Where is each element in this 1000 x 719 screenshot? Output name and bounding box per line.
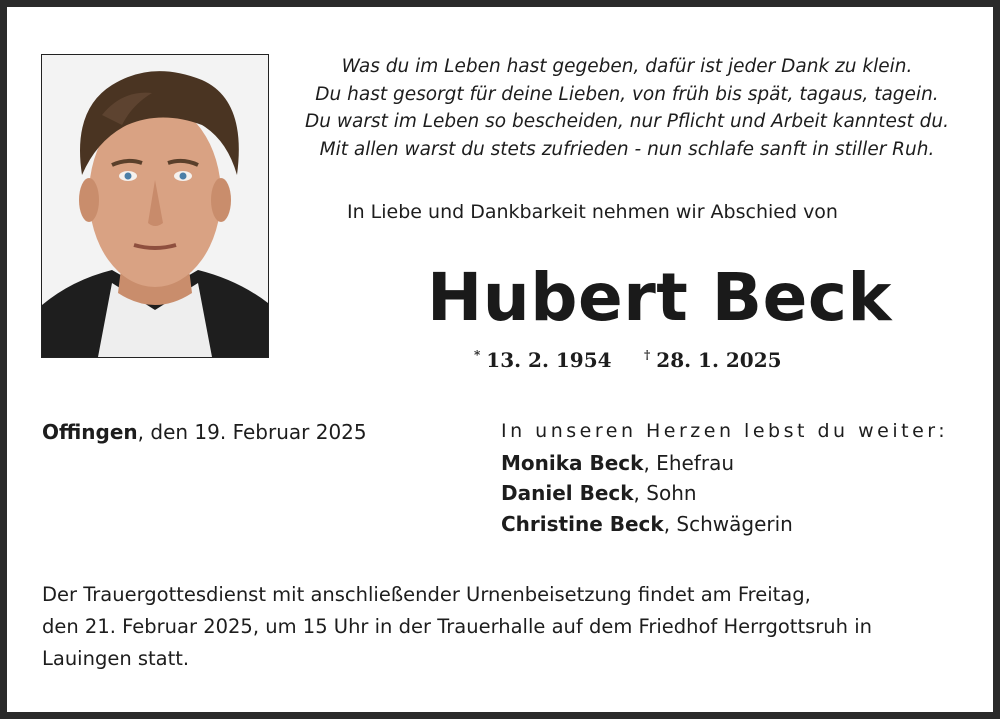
mourner-entry	[501, 451, 734, 475]
death-symbol: †	[644, 348, 651, 363]
service-line: den 21. Februar 2025, um 15 Uhr in der Trauerhalle auf dem Friedhof Herrgottsruh in	[42, 615, 872, 638]
portrait-image	[42, 55, 268, 357]
mourner-entry	[501, 512, 793, 536]
obituary-card	[7, 7, 993, 712]
mourner-entry	[501, 481, 697, 505]
portrait-photo	[41, 54, 269, 358]
death-date-value: 28. 1. 2025	[656, 348, 782, 372]
deceased-name: Hubert Beck	[427, 259, 892, 336]
mourner-relation: , Ehefrau	[643, 451, 734, 475]
place-date	[42, 420, 367, 444]
death-date	[644, 348, 782, 372]
mourner-relation: , Sohn	[633, 481, 697, 505]
mourner-name: Christine Beck	[501, 512, 664, 536]
poem-line: Was du im Leben hast gegeben, dafür ist jeder Dank zu klein.	[341, 56, 913, 77]
poem	[287, 53, 967, 163]
mourner-name: Monika Beck	[501, 451, 644, 475]
birth-date-value: 13. 2. 1954	[486, 348, 612, 372]
poem-line: Du hast gesorgt für deine Lieben, von früh bis spät, tagaus, tagein.	[315, 83, 939, 105]
mourner-relation: , Schwägerin	[663, 512, 793, 536]
birth-date	[474, 348, 612, 372]
poem-line: Du warst im Leben so bescheiden, nur Pflicht und Arbeit kanntest du.	[305, 111, 949, 132]
place-date-text: , den 19. Februar 2025	[137, 420, 367, 444]
service-notice	[42, 579, 962, 675]
farewell-intro: In Liebe und Dankbarkeit nehmen wir Abschied von	[347, 201, 838, 223]
service-line: Der Trauergottesdienst mit anschließender Urnenbeisetzung findet am Freitag,	[42, 583, 811, 606]
place-town: Offingen	[42, 420, 138, 444]
service-line: Lauingen statt.	[42, 647, 190, 670]
poem-line: Mit allen warst du stets zufrieden - nun schlafe sanft in stiller Ruh.	[319, 138, 935, 160]
birth-symbol: *	[474, 348, 481, 363]
mourner-name: Daniel Beck	[501, 481, 634, 505]
mourners-heading: In unseren Herzen lebst du weiter:	[501, 420, 949, 442]
